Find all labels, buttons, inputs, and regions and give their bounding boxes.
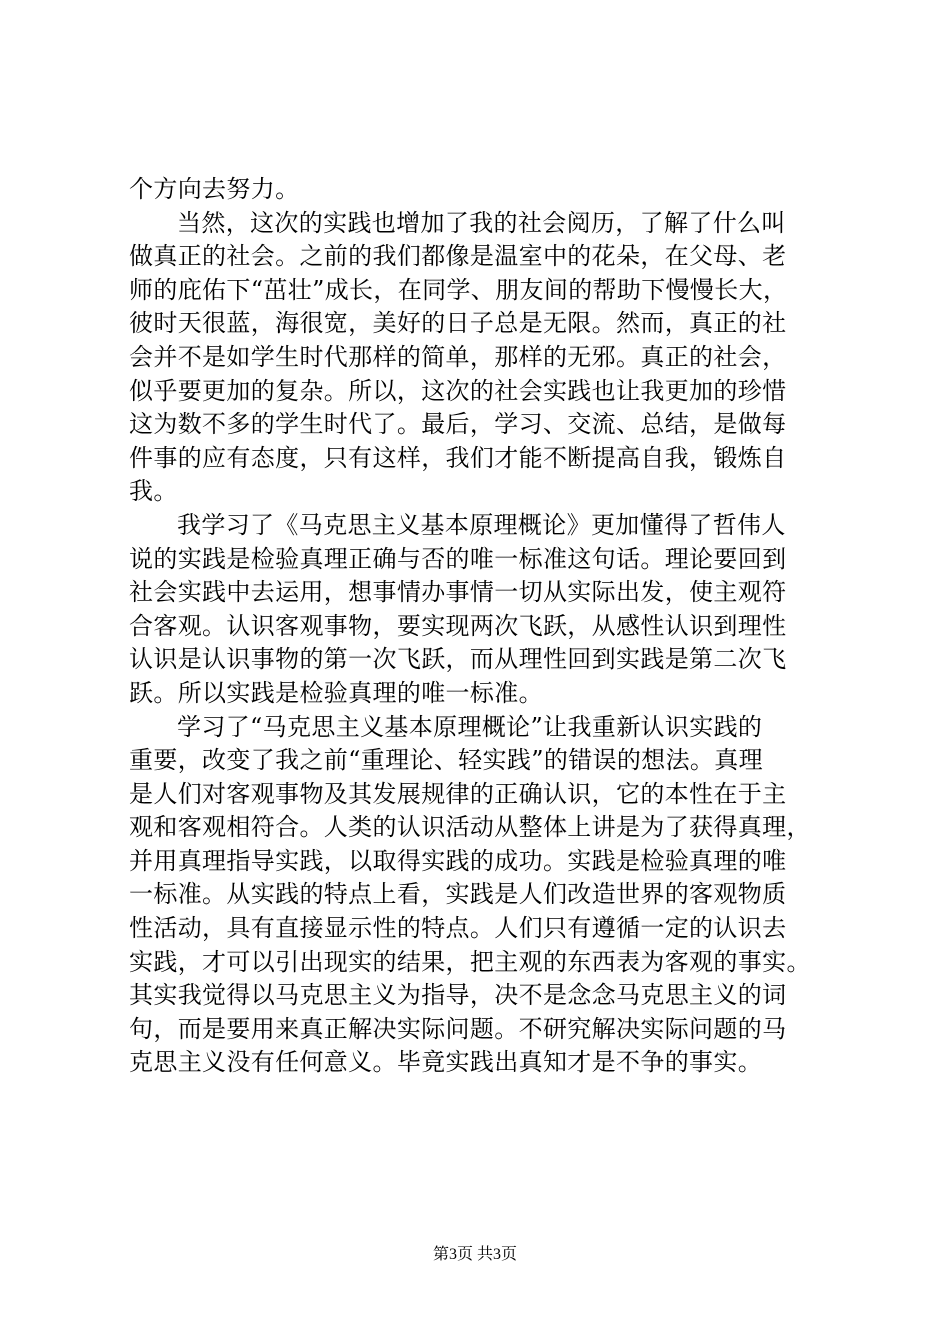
text-line: 实践，才可以引出现实的结果，把主观的东西表为客观的事实。 xyxy=(129,947,811,976)
text-line: 并用真理指导实践，以取得实践的成功。实践是检验真理的唯 xyxy=(129,846,787,875)
text-line: 一标准。从实践的特点上看，实践是人们改造世界的客观物质 xyxy=(129,880,787,909)
text-line: 性活动，具有直接显示性的特点。人们只有遵循一定的认识去 xyxy=(129,914,787,943)
text-line: 会并不是如学生时代那样的简单，那样的无邪。真正的社会， xyxy=(129,342,787,371)
text-line: 其实我觉得以马克思主义为指导，决不是念念马克思主义的词 xyxy=(129,981,787,1010)
text-line: 跃。所以实践是检验真理的唯一标准。 xyxy=(129,678,543,707)
text-line: 件事的应有态度，只有这样，我们才能不断提高自我，锻炼自 xyxy=(129,443,787,472)
text-line: 当然，这次的实践也增加了我的社会阅历，了解了什么叫 xyxy=(177,208,786,237)
text-line: 认识是认识事物的第一次飞跃，而从理性回到实践是第二次飞 xyxy=(129,645,787,674)
paragraph xyxy=(129,207,829,509)
paragraph xyxy=(129,711,829,1081)
text-line: 观和客观相符合。人类的认识活动从整体上讲是为了获得真理， xyxy=(129,813,811,842)
text-line: 个方向去努力。 xyxy=(129,175,300,203)
text-line: 这为数不多的学生时代了。最后，学习、交流、总结，是做每 xyxy=(129,410,787,439)
text-line: 克思主义没有任何意义。毕竟实践出真知才是不争的事实。 xyxy=(129,1048,763,1077)
text-line: 句，而是要用来真正解决实际问题。不研究解决实际问题的马 xyxy=(129,1014,787,1043)
text-line: 重要，改变了我之前“重理论、轻实践”的错误的想法。真理 xyxy=(129,746,763,775)
text-line: 学习了“马克思主义基本原理概论”让我重新认识实践的 xyxy=(177,712,763,741)
text-line: 师的庇佑下“茁壮”成长，在同学、朋友间的帮助下慢慢长大， xyxy=(129,275,788,304)
text-line: 社会实践中去运用，想事情办事情一切从实际出发，使主观符 xyxy=(129,578,787,607)
paragraph xyxy=(129,509,829,711)
text-line: 合客观。认识客观事物，要实现两次飞跃，从感性认识到理性 xyxy=(129,611,787,640)
text-line: 说的实践是检验真理正确与否的唯一标准这句话。理论要回到 xyxy=(129,544,787,573)
document-body xyxy=(129,173,829,1080)
paragraph xyxy=(129,173,829,207)
text-line: 我学习了《马克思主义基本原理概论》更加懂得了哲伟人 xyxy=(177,510,786,539)
page-footer: 第3页 共3页 xyxy=(432,1246,517,1263)
text-line: 是人们对客观事物及其发展规律的正确认识，它的本性在于主 xyxy=(129,779,787,808)
text-line: 我。 xyxy=(129,477,178,506)
text-line: 彼时天很蓝，海很宽，美好的日子总是无限。然而，真正的社 xyxy=(129,309,787,338)
text-line: 似乎要更加的复杂。所以，这次的社会实践也让我更加的珍惜 xyxy=(129,376,787,405)
text-line: 做真正的社会。之前的我们都像是温室中的花朵，在父母、老 xyxy=(129,242,787,271)
